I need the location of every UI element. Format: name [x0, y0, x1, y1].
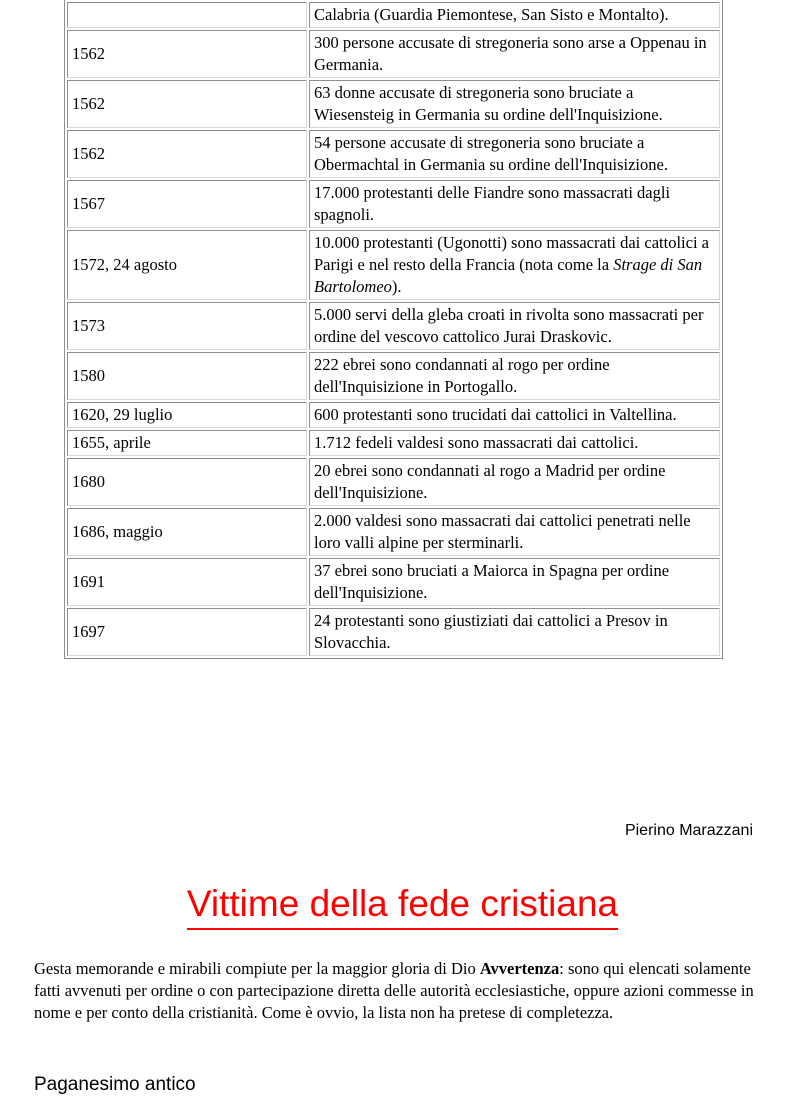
description-cell: [309, 2, 720, 28]
table-row: [67, 608, 720, 656]
table-row: [67, 180, 720, 228]
table-row: [67, 302, 720, 350]
date-cell: 1697: [67, 608, 307, 656]
events-table: [64, 0, 723, 659]
date-cell: 1680: [67, 458, 307, 506]
date-cell: 1562: [67, 30, 307, 78]
date-cell: 1562: [67, 130, 307, 178]
page-title: Vittime della fede cristiana: [187, 882, 618, 930]
description-cell: [309, 230, 720, 300]
description-cell: [309, 352, 720, 400]
description-text: 20 ebrei sono condannati al rogo a Madrid per ordine dell'Inquisizione.: [314, 461, 666, 502]
table-row: [67, 458, 720, 506]
description-text: 300 persone accusate di stregoneria sono arse a Oppenau in Germania.: [314, 33, 707, 74]
section-heading: Paganesimo antico: [34, 1074, 196, 1095]
description-text: ).: [391, 277, 402, 296]
title-container: [0, 882, 805, 930]
description-text: Calabria (Guardia Piemontese, San Sisto e Montalto).: [314, 5, 669, 24]
intro-lead: Gesta memorande e mirabili compiute per la maggior gloria di Dio: [34, 959, 480, 978]
description-text: 10.000 protestanti (Ugonotti) sono massacrati dai cattolici a Parigi e nel resto della Francia (nota come la: [314, 233, 709, 274]
description-cell: [309, 608, 720, 656]
date-cell: 1691: [67, 558, 307, 606]
description-text: 37 ebrei sono bruciati a Maiorca in Spagna per ordine dell'Inquisizione.: [314, 561, 670, 602]
table-row: [67, 130, 720, 178]
date-cell: 1572, 24 agosto: [67, 230, 307, 300]
description-text: 63 donne accusate di stregoneria sono bruciate a Wiesensteig in Germania su ordine dell'Inquisizione.: [314, 83, 663, 124]
description-cell: [309, 80, 720, 128]
description-cell: [309, 180, 720, 228]
date-cell: 1686, maggio: [67, 508, 307, 556]
description-text: 2.000 valdesi sono massacrati dai cattolici penetrati nelle loro valli alpine per sterminarli.: [314, 511, 691, 552]
table-row: [67, 80, 720, 128]
description-cell: [309, 302, 720, 350]
description-cell: [309, 458, 720, 506]
description-cell: [309, 558, 720, 606]
description-text: 54 persone accusate di stregoneria sono bruciate a Obermachtal in Germania su ordine dell'Inquisizione.: [314, 133, 668, 174]
description-italic-text: Strage di San Bartolomeo: [314, 255, 703, 296]
date-cell: 1562: [67, 80, 307, 128]
description-cell: [309, 130, 720, 178]
table-row: [67, 30, 720, 78]
table-row: [67, 230, 720, 300]
table-row: [67, 558, 720, 606]
table-row: [67, 352, 720, 400]
table-row: [67, 430, 720, 456]
intro-warning-label: Avvertenza: [479, 959, 560, 978]
date-cell: 1620, 29 luglio: [67, 402, 307, 428]
table-row: [67, 402, 720, 428]
description-text: 17.000 protestanti delle Fiandre sono massacrati dagli spagnoli.: [314, 183, 671, 224]
description-text: 600 protestanti sono trucidati dai cattolici in Valtellina.: [314, 405, 677, 424]
intro-paragraph: [34, 958, 764, 1024]
date-cell: 1573: [67, 302, 307, 350]
description-cell: [309, 430, 720, 456]
description-text: 1.712 fedeli valdesi sono massacrati dai cattolici.: [314, 433, 639, 452]
description-cell: [309, 508, 720, 556]
description-text: 24 protestanti sono giustiziati dai cattolici a Presov in Slovacchia.: [314, 611, 668, 652]
description-text: 5.000 servi della gleba croati in rivolta sono massacrati per ordine del vescovo cattolico Jurai Draskovic.: [314, 305, 704, 346]
events-table-body: [67, 2, 720, 656]
description-cell: [309, 402, 720, 428]
date-cell: 1567: [67, 180, 307, 228]
intro-rest: : sono qui elencati solamente fatti avvenuti per ordine o con partecipazione diretta delle autorità ecclesiastiche, oppure azioni commesse in nome e per conto della cristianità. Come è ovvio, la lista non ha pretese di completezza.: [34, 959, 754, 1022]
table-row: [67, 508, 720, 556]
description-cell: [309, 30, 720, 78]
description-text: 222 ebrei sono condannati al rogo per ordine dell'Inquisizione in Portogallo.: [314, 355, 610, 396]
author-signature: Pierino Marazzani: [624, 822, 753, 839]
table-row: [67, 2, 720, 28]
date-cell: [67, 2, 307, 28]
date-cell: 1655, aprile: [67, 430, 307, 456]
date-cell: 1580: [67, 352, 307, 400]
